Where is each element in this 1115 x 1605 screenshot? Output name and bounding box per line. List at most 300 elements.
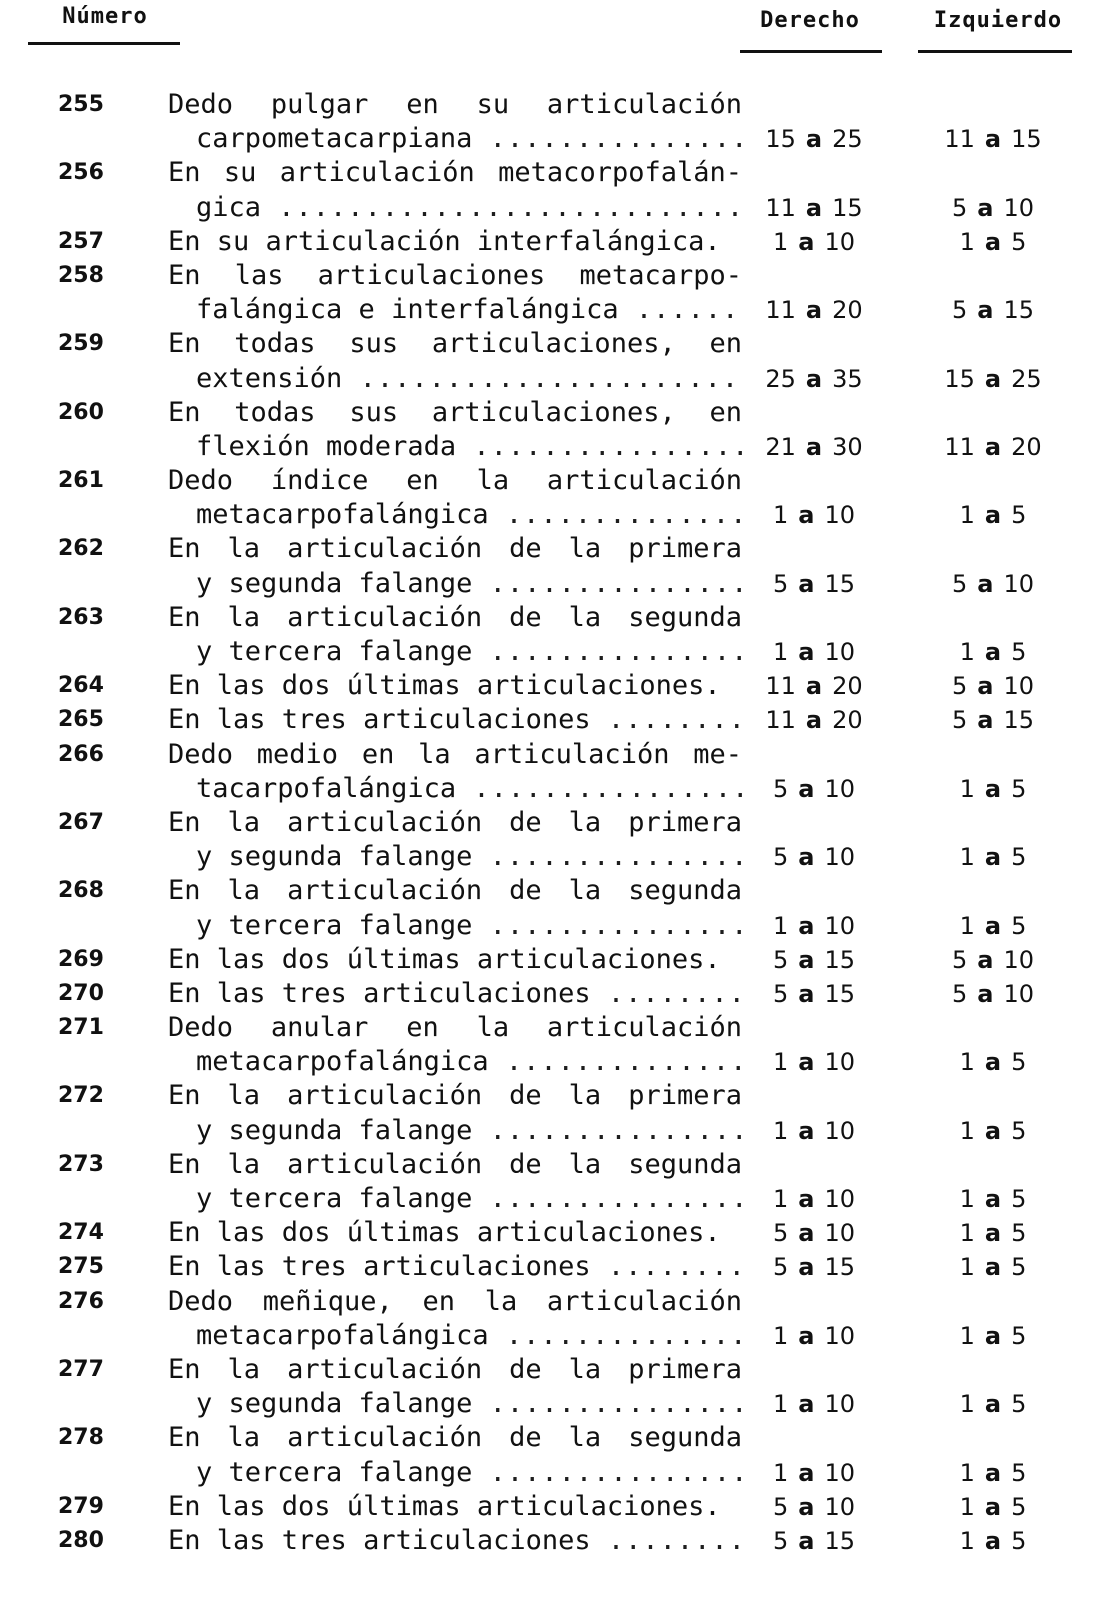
range-bound: 1 (959, 1185, 975, 1213)
range-bound: 11 (765, 296, 796, 325)
range-bound: 10 (824, 1492, 856, 1521)
row-line (0, 1285, 1115, 1319)
range-bound: 10 (1003, 945, 1035, 974)
entry-description: y segunda falange ..... (196, 567, 742, 601)
range-separator: a (798, 1458, 815, 1487)
row-line (0, 225, 1115, 259)
range-separator: a (798, 774, 815, 803)
range-separator: a (805, 125, 823, 154)
range-bound: 5 (1011, 1185, 1027, 1213)
value-izquierdo (918, 498, 1068, 532)
table-row (0, 1524, 1115, 1558)
row-line (0, 1045, 1115, 1079)
header-underline-numero (28, 42, 180, 45)
entry-number: 263 (58, 604, 104, 630)
entry-description: flexión moderada ..... (196, 430, 742, 464)
value-derecho (744, 1387, 884, 1421)
row-line (0, 1182, 1115, 1216)
entry-number: 278 (58, 1425, 104, 1451)
range-bound: 20 (1011, 432, 1042, 461)
range-separator: a (984, 364, 1002, 393)
row-line (0, 293, 1115, 327)
range-bound: 20 (832, 706, 863, 735)
entry-description: En las dos últimas articulaciones. (168, 1490, 721, 1522)
table-row (0, 532, 1115, 600)
entry-number: 273 (58, 1151, 104, 1177)
entry-description: carpometacarpiana ..... (196, 122, 742, 156)
row-line (0, 977, 1115, 1011)
range-separator: a (798, 569, 815, 598)
range-separator: a (984, 1321, 1002, 1350)
entry-number: 277 (58, 1356, 104, 1382)
range-bound: 11 (765, 193, 796, 222)
entry-description: Dedo meñique, en la articulación (168, 1285, 742, 1317)
row-line (0, 1353, 1115, 1387)
range-bound: 1 (772, 638, 789, 666)
range-bound: 5 (772, 945, 789, 974)
range-bound: 1 (772, 1185, 789, 1213)
entry-number: 256 (58, 160, 104, 186)
row-line (0, 943, 1115, 977)
range-bound: 1 (772, 1048, 789, 1077)
value-izquierdo (918, 293, 1068, 327)
range-separator: a (977, 945, 994, 974)
range-bound: 10 (824, 227, 856, 256)
column-header-derecho: Derecho (760, 8, 860, 33)
entry-description: y tercera falange ..... (196, 1456, 742, 1490)
range-bound: 30 (832, 432, 863, 461)
range-bound: 5 (1011, 1048, 1027, 1077)
range-bound: 10 (824, 501, 856, 530)
range-separator: a (798, 1048, 815, 1077)
entry-description: y segunda falange ..... (196, 840, 742, 874)
range-separator: a (977, 706, 994, 735)
entry-number: 265 (58, 707, 104, 733)
table-row (0, 1285, 1115, 1353)
value-derecho (744, 977, 884, 1011)
row-line (0, 88, 1115, 122)
row-line (0, 909, 1115, 943)
range-bound: 5 (1011, 1492, 1027, 1521)
range-separator: a (798, 1390, 815, 1419)
entry-description: extensión ..... (196, 362, 742, 396)
entry-description: En todas sus articulaciones, en (168, 396, 742, 428)
entry-description: metacarpofalángica ..... (196, 498, 742, 532)
entry-description: Dedo medio en la articulación me- (168, 738, 742, 770)
entry-description: En la articulación de la segunda (168, 1422, 742, 1454)
range-bound: 10 (824, 1390, 856, 1419)
range-bound: 5 (1011, 1526, 1027, 1555)
table-row (0, 703, 1115, 737)
entry-number: 269 (58, 946, 104, 972)
row-line (0, 772, 1115, 806)
range-separator: a (984, 1492, 1002, 1521)
value-izquierdo (918, 191, 1068, 225)
range-separator: a (984, 1219, 1002, 1248)
row-line (0, 1524, 1115, 1558)
range-bound: 10 (824, 911, 856, 940)
value-izquierdo (918, 1490, 1068, 1524)
range-bound: 5 (1011, 774, 1027, 803)
range-bound: 10 (1003, 979, 1035, 1008)
range-bound: 1 (959, 1458, 975, 1487)
entry-description: metacarpofalángica ..... (196, 1045, 742, 1079)
range-bound: 1 (772, 911, 789, 940)
entry-description: y tercera falange ..... (196, 1182, 742, 1216)
row-line (0, 464, 1115, 498)
entry-number: 274 (58, 1220, 104, 1246)
value-izquierdo (918, 430, 1068, 464)
value-derecho (744, 362, 884, 396)
value-derecho (744, 1250, 884, 1284)
range-bound: 1 (772, 501, 789, 530)
range-bound: 5 (772, 979, 789, 1008)
entry-description: En las dos últimas articulaciones. (168, 670, 721, 702)
row-line (0, 1216, 1115, 1250)
range-bound: 15 (824, 569, 856, 598)
range-bound: 15 (824, 945, 856, 974)
range-bound: 1 (772, 1458, 789, 1487)
value-derecho (744, 909, 884, 943)
range-separator: a (805, 432, 823, 461)
entry-description: En la articulación de la primera (168, 533, 742, 565)
entry-description: En las tres articulaciones ..... (168, 977, 742, 1011)
range-bound: 5 (951, 296, 968, 325)
range-bound: 1 (959, 1492, 975, 1521)
value-izquierdo (918, 1456, 1068, 1490)
range-separator: a (984, 1116, 1002, 1145)
value-izquierdo (918, 943, 1068, 977)
header-underline-derecho (740, 50, 882, 53)
entry-description: En la articulación de la segunda (168, 601, 742, 633)
range-bound: 25 (832, 125, 863, 154)
entry-number: 280 (58, 1527, 104, 1553)
row-line (0, 669, 1115, 703)
entry-description: En la articulación de la primera (168, 1353, 742, 1385)
entry-description: En la articulación de la segunda (168, 1148, 742, 1180)
value-izquierdo (918, 1114, 1068, 1148)
range-bound: 1 (959, 501, 975, 530)
value-derecho (744, 772, 884, 806)
entry-description: y tercera falange ..... (196, 909, 742, 943)
value-derecho (744, 840, 884, 874)
entry-description: En las tres articulaciones ..... (168, 1250, 742, 1284)
entry-description: Dedo pulgar en su articulación (168, 89, 742, 120)
range-bound: 11 (765, 706, 796, 735)
range-separator: a (805, 296, 823, 325)
range-bound: 5 (772, 1253, 789, 1282)
header-underline-izquierdo (918, 50, 1072, 53)
value-izquierdo (918, 1387, 1068, 1421)
entry-number: 276 (58, 1288, 104, 1314)
range-bound: 11 (944, 432, 975, 461)
range-bound: 10 (1003, 193, 1035, 222)
range-bound: 11 (765, 672, 796, 701)
range-separator: a (798, 911, 815, 940)
range-separator: a (805, 672, 823, 701)
range-separator: a (984, 1185, 1002, 1213)
range-bound: 25 (765, 364, 796, 393)
entry-number: 262 (58, 536, 104, 562)
entry-description: En la articulación de la segunda (168, 875, 742, 907)
column-header-numero: Número (62, 4, 148, 29)
row-line (0, 738, 1115, 772)
range-bound: 15 (1003, 296, 1035, 325)
value-derecho (744, 122, 884, 156)
table-row (0, 464, 1115, 532)
range-separator: a (984, 774, 1002, 803)
table-row (0, 259, 1115, 327)
range-bound: 5 (1011, 638, 1027, 666)
table-row (0, 1148, 1115, 1216)
range-bound: 1 (772, 227, 789, 256)
table-row (0, 327, 1115, 395)
range-bound: 5 (772, 1219, 789, 1248)
row-line (0, 635, 1115, 669)
range-bound: 5 (772, 569, 789, 598)
entry-description: En la articulación de la primera (168, 806, 742, 838)
entry-number: 271 (58, 1015, 104, 1041)
table-row (0, 396, 1115, 464)
entry-description: falángica e interfalángica ..... (196, 293, 742, 327)
range-bound: 5 (772, 774, 789, 803)
range-bound: 1 (959, 911, 975, 940)
range-bound: 1 (959, 227, 975, 256)
range-bound: 5 (951, 193, 968, 222)
range-bound: 20 (832, 672, 863, 701)
range-bound: 10 (824, 774, 856, 803)
range-bound: 1 (772, 1116, 789, 1145)
row-line (0, 1148, 1115, 1182)
entry-table (0, 88, 1115, 1558)
value-izquierdo (918, 909, 1068, 943)
range-separator: a (805, 193, 823, 222)
entry-description: y segunda falange ..... (196, 1114, 742, 1148)
range-bound: 5 (951, 672, 968, 701)
entry-number: 260 (58, 399, 104, 425)
entry-description: Dedo anular en la articulación (168, 1012, 742, 1044)
row-line (0, 601, 1115, 635)
row-line (0, 567, 1115, 601)
entry-description: En las dos últimas articulaciones. (168, 1217, 721, 1249)
row-line (0, 1114, 1115, 1148)
range-bound: 5 (951, 945, 968, 974)
row-line (0, 430, 1115, 464)
entry-number: 264 (58, 673, 104, 699)
value-derecho (744, 1114, 884, 1148)
range-bound: 1 (959, 843, 975, 872)
range-bound: 5 (951, 569, 968, 598)
value-derecho (744, 669, 884, 703)
range-bound: 15 (765, 125, 796, 154)
range-bound: 10 (824, 1219, 856, 1248)
value-derecho (744, 1524, 884, 1558)
table-row (0, 88, 1115, 156)
range-bound: 1 (959, 1390, 975, 1419)
entry-number: 261 (58, 468, 104, 494)
range-bound: 5 (1011, 1253, 1027, 1282)
range-separator: a (984, 911, 1002, 940)
entry-description: En todas sus articulaciones, en (168, 328, 742, 360)
range-bound: 5 (1011, 1219, 1027, 1248)
range-bound: 5 (1011, 227, 1027, 256)
row-line (0, 362, 1115, 396)
entry-number: 257 (58, 228, 104, 254)
range-separator: a (798, 1253, 815, 1282)
range-bound: 20 (832, 296, 863, 325)
entry-description: En las dos últimas articulaciones. (168, 943, 721, 975)
range-separator: a (798, 1526, 815, 1555)
table-row (0, 156, 1115, 224)
range-bound: 5 (772, 843, 789, 872)
value-izquierdo (918, 1045, 1068, 1079)
value-izquierdo (918, 1319, 1068, 1353)
value-izquierdo (918, 122, 1068, 156)
range-separator: a (977, 672, 994, 701)
range-bound: 1 (959, 1116, 975, 1145)
table-row (0, 1079, 1115, 1147)
row-line (0, 1250, 1115, 1284)
range-bound: 1 (959, 638, 975, 666)
value-derecho (744, 703, 884, 737)
range-bound: 1 (772, 1390, 789, 1419)
entry-description: En su articulación interfalángica. (168, 225, 721, 257)
value-izquierdo (918, 840, 1068, 874)
range-bound: 1 (959, 1526, 975, 1555)
entry-description: Dedo índice en la articulación (168, 465, 742, 497)
range-bound: 1 (959, 1321, 975, 1350)
value-derecho (744, 567, 884, 601)
entry-description: En su articulación metacorpofalán- (168, 157, 742, 189)
range-separator: a (984, 843, 1002, 872)
range-bound: 15 (824, 1526, 856, 1555)
table-row (0, 1490, 1115, 1524)
range-separator: a (984, 1048, 1002, 1077)
row-line (0, 532, 1115, 566)
range-bound: 5 (951, 706, 968, 735)
table-row (0, 977, 1115, 1011)
range-separator: a (805, 364, 823, 393)
row-line (0, 806, 1115, 840)
range-bound: 11 (944, 125, 975, 154)
range-bound: 10 (1003, 672, 1035, 701)
range-bound: 1 (959, 774, 975, 803)
entry-description: y tercera falange ..... (196, 635, 742, 669)
range-bound: 5 (1011, 1458, 1027, 1487)
range-separator: a (798, 1492, 815, 1521)
value-derecho (744, 498, 884, 532)
table-row (0, 1011, 1115, 1079)
value-izquierdo (918, 1182, 1068, 1216)
table-row (0, 1353, 1115, 1421)
range-separator: a (984, 1253, 1002, 1282)
entry-description: En las tres articulaciones ..... (168, 703, 742, 737)
range-bound: 5 (1011, 1390, 1027, 1419)
table-row (0, 601, 1115, 669)
range-separator: a (805, 706, 823, 735)
value-izquierdo (918, 1216, 1068, 1250)
range-separator: a (798, 1185, 815, 1213)
range-bound: 15 (1003, 706, 1035, 735)
value-izquierdo (918, 772, 1068, 806)
entry-number: 279 (58, 1493, 104, 1519)
table-row (0, 874, 1115, 942)
column-header-izquierdo: Izquierdo (933, 8, 1063, 33)
table-row (0, 806, 1115, 874)
range-bound: 21 (765, 432, 796, 461)
range-bound: 10 (824, 1321, 856, 1350)
value-izquierdo (918, 669, 1068, 703)
range-bound: 15 (824, 1253, 856, 1282)
table-row (0, 225, 1115, 259)
table-row (0, 738, 1115, 806)
range-separator: a (984, 1526, 1002, 1555)
row-line (0, 156, 1115, 190)
table-row (0, 1421, 1115, 1489)
table-row (0, 1216, 1115, 1250)
entry-number: 268 (58, 878, 104, 904)
entry-number: 270 (58, 980, 104, 1006)
row-line (0, 191, 1115, 225)
row-line (0, 840, 1115, 874)
entry-number: 275 (58, 1254, 104, 1280)
range-bound: 15 (944, 364, 975, 393)
row-line (0, 498, 1115, 532)
value-derecho (744, 1319, 884, 1353)
table-row (0, 1250, 1115, 1284)
entry-number: 267 (58, 809, 104, 835)
range-bound: 10 (824, 1185, 856, 1213)
entry-number: 272 (58, 1083, 104, 1109)
entry-description: tacarpofalángica ..... (196, 772, 742, 806)
range-separator: a (798, 1116, 815, 1145)
row-line (0, 259, 1115, 293)
row-line (0, 396, 1115, 430)
range-separator: a (977, 193, 994, 222)
range-bound: 15 (1011, 125, 1042, 154)
value-derecho (744, 943, 884, 977)
value-izquierdo (918, 1524, 1068, 1558)
range-separator: a (984, 125, 1002, 154)
range-separator: a (977, 569, 994, 598)
range-separator: a (977, 979, 994, 1008)
range-bound: 5 (1011, 501, 1027, 530)
range-bound: 35 (832, 364, 863, 393)
entry-description: y segunda falange ..... (196, 1387, 742, 1421)
range-separator: a (984, 501, 1002, 530)
range-bound: 1 (772, 1321, 789, 1350)
value-derecho (744, 1456, 884, 1490)
range-bound: 1 (959, 1048, 975, 1077)
entry-description: En las articulaciones metacarpo- (168, 259, 742, 291)
range-separator: a (798, 843, 815, 872)
range-separator: a (984, 227, 1002, 256)
range-separator: a (984, 1458, 1002, 1487)
row-line (0, 1011, 1115, 1045)
range-bound: 10 (1003, 569, 1035, 598)
value-izquierdo (918, 362, 1068, 396)
value-derecho (744, 191, 884, 225)
range-bound: 5 (772, 1492, 789, 1521)
row-line (0, 874, 1115, 908)
range-bound: 5 (1011, 911, 1027, 940)
row-line (0, 1319, 1115, 1353)
range-bound: 1 (959, 1219, 975, 1248)
range-bound: 15 (832, 193, 863, 222)
value-izquierdo (918, 635, 1068, 669)
range-bound: 10 (824, 638, 856, 666)
range-bound: 10 (824, 1458, 856, 1487)
